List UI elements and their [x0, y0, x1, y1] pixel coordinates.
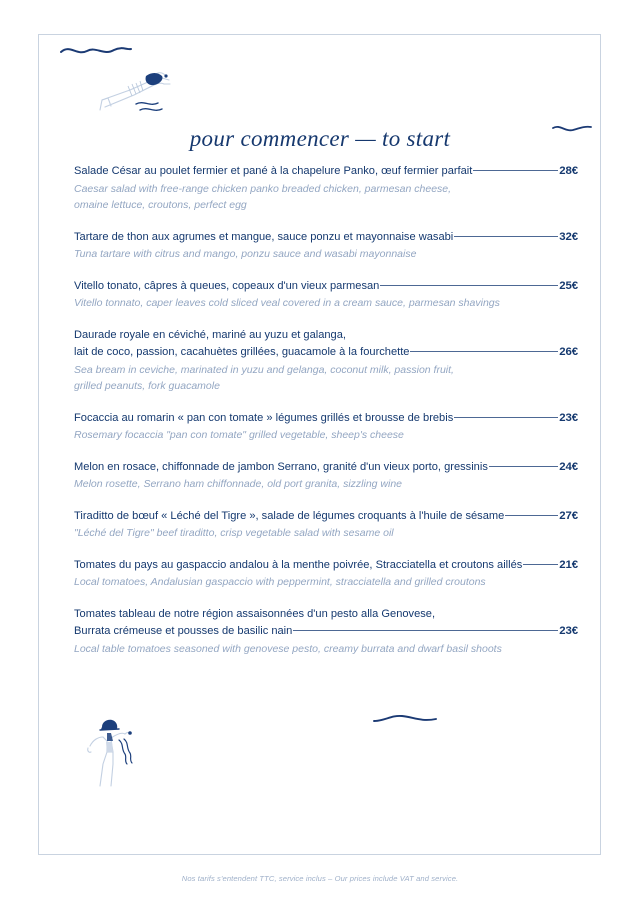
dish-name-fr: Daurade royale en céviché, mariné au yuzu et galanga, — [74, 328, 346, 341]
dish-description-en: Vitello tonnato, caper leaves cold sliced veal covered in a cream sauce, parmesan shavings — [74, 297, 500, 309]
menu-item-french-line — [74, 327, 578, 345]
menu-item-french — [74, 278, 578, 296]
dish-name-fr: Tomates du pays au gaspaccio andalou à la menthe poivrée, Stracciatella et croutons aillés — [74, 558, 523, 571]
menu-item-french-line — [74, 508, 578, 526]
menu-items-list — [74, 163, 578, 672]
dish-name-fr: Burrata crémeuse et pousses de basilic nain — [74, 625, 293, 637]
price-leader-line — [505, 515, 558, 516]
dish-description-en: Rosemary focaccia "pan con tomate" grilled vegetable, sheep's cheese — [74, 429, 404, 441]
reclining-swimmer-illustration — [96, 62, 180, 123]
dish-description-en: omaine lettuce, croutons, perfect egg — [74, 199, 247, 211]
dish-description-en: Caesar salad with free-range chicken panko breaded chicken, parmesan cheese, — [74, 182, 452, 195]
menu-item-french — [74, 606, 578, 641]
dish-description-en: Local table tomatoes seasoned with genovese pesto, creamy burrata and dwarf basil shoots — [74, 642, 502, 655]
dish-price: 23€ — [559, 411, 578, 424]
dish-name-fr: Melon en rosace, chiffonnade de jambon Serrano, granité d'un vieux porto, gressinis — [74, 460, 488, 473]
dish-name-fr: Tomates tableau de notre région assaisonnées d'un pesto alla Genovese, — [74, 607, 436, 620]
dish-price: 32€ — [559, 230, 578, 243]
price-leader-line — [454, 236, 558, 237]
price-leader-line — [380, 285, 558, 286]
footer-note: Nos tarifs s'entendent TTC, service inclus – Our prices include VAT and service. — [181, 874, 459, 883]
dish-name-fr: lait de coco, passion, cacahuètes grillées, guacamole à la fourchette — [74, 346, 410, 358]
page-title: pour commencer — to start — [189, 126, 451, 151]
dish-price: 28€ — [559, 165, 578, 177]
price-leader-line — [410, 351, 558, 352]
dish-price: 25€ — [559, 279, 578, 292]
menu-item-french-line — [74, 623, 578, 641]
menu-item — [74, 410, 578, 444]
wave-squiggle-icon — [60, 44, 132, 63]
menu-item — [74, 327, 578, 395]
dish-price: 21€ — [559, 558, 578, 571]
dish-name-fr: Tartare de thon aux agrumes et mangue, sauce ponzu et mayonnaise wasabi — [74, 230, 454, 243]
menu-item-french-line — [74, 278, 578, 296]
wave-squiggle-icon — [373, 713, 437, 731]
dish-price: 26€ — [559, 346, 578, 358]
dish-description-en: Tuna tartare with citrus and mango, ponzu sauce and wasabi mayonnaise — [74, 248, 417, 260]
menu-item — [74, 557, 578, 591]
menu-item-french — [74, 163, 578, 181]
menu-item-french-line — [74, 557, 578, 575]
price-leader-line — [293, 630, 558, 631]
menu-item — [74, 278, 578, 312]
dish-description-en: Melon rosette, Serrano ham chiffonnade, old port granita, sizzling wine — [74, 478, 403, 490]
price-leader-line — [489, 466, 558, 467]
menu-item-french — [74, 459, 578, 477]
dish-name-fr: Vitello tonato, câpres à queues, copeaux d'un vieux parmesan — [74, 279, 380, 292]
standing-woman-swimsuit-illustration — [83, 716, 149, 793]
menu-item — [74, 163, 578, 214]
price-leader-line — [523, 564, 558, 565]
menu-item-french — [74, 410, 578, 428]
dish-description-en: "Léché del Tigre" beef tiraditto, crisp vegetable salad with sesame oil — [74, 527, 394, 539]
dish-name-fr: Salade César au poulet fermier et pané à la chapelure Panko, œuf fermier parfait — [74, 165, 473, 177]
menu-item — [74, 459, 578, 493]
dish-price: 24€ — [559, 460, 578, 473]
menu-item — [74, 229, 578, 263]
dish-description-en: grilled peanuts, fork guacamole — [74, 380, 220, 392]
price-leader-line — [454, 417, 558, 418]
dish-description-en: Sea bream in ceviche, marinated in yuzu and gelanga, coconut milk, passion fruit, — [74, 363, 454, 376]
menu-item-french-line — [74, 606, 578, 624]
price-leader-line — [473, 170, 558, 171]
menu-item-french-line — [74, 163, 578, 181]
menu-item-french — [74, 327, 578, 362]
dish-name-fr: Tiraditto de bœuf « Léché del Tigre », salade de légumes croquants à l'huile de sésame — [74, 509, 505, 522]
menu-item-french-line — [74, 410, 578, 428]
menu-item-french-line — [74, 229, 578, 247]
dish-price: 27€ — [559, 509, 578, 522]
menu-item-french — [74, 229, 578, 247]
menu-item — [74, 606, 578, 658]
menu-item-french-line — [74, 459, 578, 477]
dish-price: 23€ — [559, 625, 578, 637]
menu-item — [74, 508, 578, 542]
menu-item-french — [74, 557, 578, 575]
menu-item-french — [74, 508, 578, 526]
dish-name-fr: Focaccia au romarin « pan con tomate » légumes grillés et brousse de brebis — [74, 411, 454, 424]
menu-item-french-line — [74, 344, 578, 362]
dish-description-en: Local tomatoes, Andalusian gaspaccio with peppermint, stracciatella and grilled croutons — [74, 576, 486, 588]
